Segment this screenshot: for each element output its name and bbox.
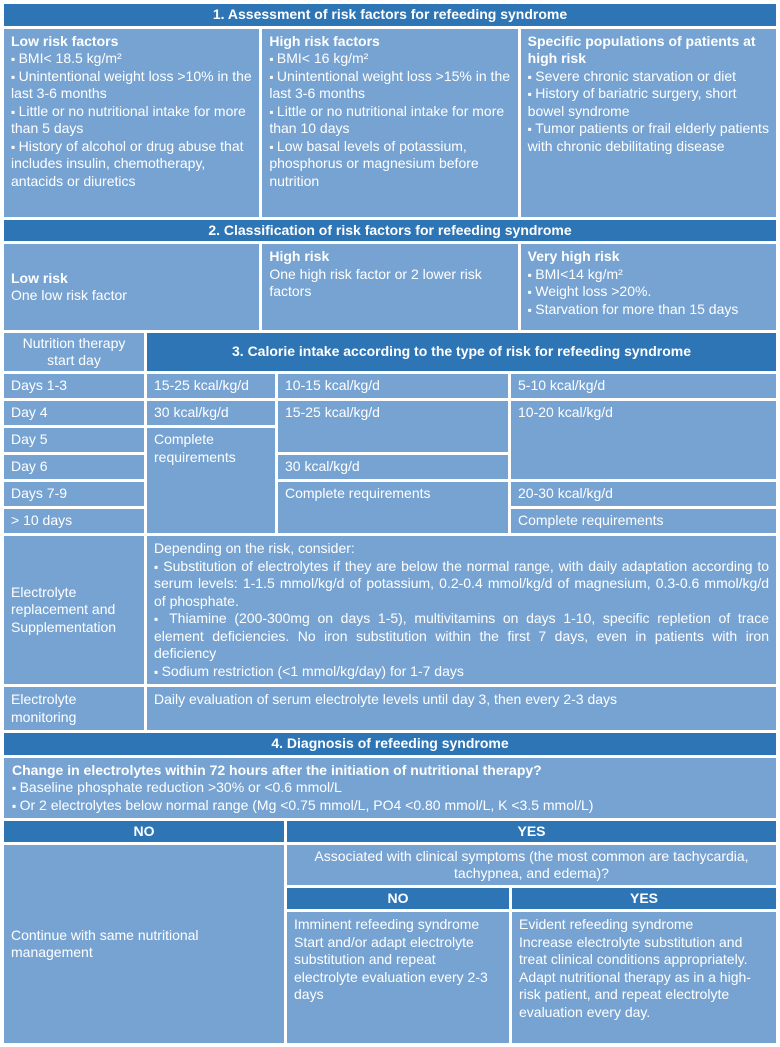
high-risk-class-column xyxy=(262,244,517,330)
class-criterion: ▪ BMI<14 kg/m² xyxy=(528,266,769,284)
section-1-risk-factors xyxy=(4,29,776,217)
calorie-cell-very-high-risk: 10-20 kcal/kg/d xyxy=(511,401,776,479)
replacement-item: ▪ Sodium restriction (<1 mmol/kg/day) for 1-7 days xyxy=(154,663,769,681)
risk-factor-item: ▪ BMI< 16 kg/m² xyxy=(269,50,510,68)
risk-factor-item: ▪ Severe chronic starvation or diet xyxy=(528,68,769,86)
risk-factor-item: ▪ History of alcohol or drug abuse that includes insulin, chemotherapy, antacids or diuretics xyxy=(11,138,252,191)
risk-factor-item: ▪ Tumor patients or frail elderly patients with chronic debilitating disease xyxy=(528,120,769,155)
nutrition-start-day-header: Nutrition therapy start day xyxy=(4,333,144,371)
inner-no-header: NO xyxy=(287,888,509,909)
class-definition: One high risk factor or 2 lower risk factors xyxy=(269,265,482,299)
low-risk-class-column xyxy=(4,244,259,330)
risk-factor-item: ▪ History of bariatric surgery, short bowel syndrome xyxy=(528,85,769,120)
day-row-label: > 10 days xyxy=(4,509,144,533)
inner-yes-header: YES xyxy=(512,888,776,909)
risk-factor-item: ▪ BMI< 18.5 kg/m² xyxy=(11,50,252,68)
risk-factor-item: ▪ Little or no nutritional intake for more than 10 days xyxy=(269,103,510,138)
calorie-cell-high-risk: 30 kcal/kg/d xyxy=(278,455,508,479)
section-3-title: 3. Calorie intake according to the type of risk for refeeding syndrome xyxy=(147,333,776,371)
section-3-calorie-table xyxy=(4,333,776,730)
column-heading: High risk xyxy=(269,248,330,264)
high-risk-factors-column xyxy=(262,29,517,217)
column-heading: Low risk xyxy=(11,269,68,286)
electrolyte-change-question-cell xyxy=(4,758,776,819)
calorie-cell-very-high-risk: Complete requirements xyxy=(511,509,776,533)
risk-factor-item: ▪ Unintentional weight loss >15% in the last 3-6 months xyxy=(269,68,510,103)
section-2-title: 2. Classification of risk factors for refeeding syndrome xyxy=(4,220,776,242)
replacement-intro: Depending on the risk, consider: xyxy=(154,540,355,556)
outer-no-header: NO xyxy=(4,821,284,842)
class-criterion: ▪ Weight loss >20%. xyxy=(528,283,769,301)
section-1-title: 1. Assessment of risk factors for refeeding syndrome xyxy=(4,4,776,26)
electrolyte-monitoring-content: Daily evaluation of serum electrolyte levels until day 3, then every 2-3 days xyxy=(147,687,776,730)
section-4-title: 4. Diagnosis of refeeding syndrome xyxy=(4,733,776,755)
column-heading: High risk factors xyxy=(269,32,380,49)
risk-factor-item: ▪ Little or no nutritional intake for more than 5 days xyxy=(11,103,252,138)
outcome-title: Imminent refeeding syndrome xyxy=(294,916,480,932)
diagnosis-criterion: ▪ Baseline phosphate reduction >30% or <0.6 mmol/L xyxy=(12,779,768,797)
day-row-label: Days 1-3 xyxy=(4,374,144,398)
column-heading: Low risk factors xyxy=(11,32,119,49)
electrolyte-replacement-label: Electrolyte replacement and Supplementation xyxy=(4,536,144,684)
very-high-risk-class-column xyxy=(521,244,776,330)
clinical-symptoms-question: Associated with clinical symptoms (the most common are tachycardia, tachypnea, and edema)? xyxy=(287,845,776,885)
outcome-text: Increase electrolyte substitution and treat clinical conditions appropriately. Adapt nutritional therapy as in a high-risk patient, and repeat electrolyte evaluation every day. xyxy=(519,933,751,1020)
calorie-cell-high-risk: Complete requirements xyxy=(278,482,508,533)
calorie-cell-high-risk: 10-15 kcal/kg/d xyxy=(278,374,508,398)
outcome-title: Evident refeeding syndrome xyxy=(519,916,694,932)
risk-factor-item: ▪ Unintentional weight loss >10% in the last 3-6 months xyxy=(11,68,252,103)
day-row-label: Day 5 xyxy=(4,428,144,452)
specific-populations-column xyxy=(521,29,776,217)
column-heading: Specific populations of patients at high risk xyxy=(527,32,756,66)
calorie-cell-low-risk: Complete requirements xyxy=(147,428,275,533)
risk-factor-item: ▪ Low basal levels of potassium, phosphorus or magnesium before nutrition xyxy=(269,138,510,191)
replacement-item: ▪ Thiamine (200-300mg on days 1-5), multivitamins on days 1-10, specific repletion of trace element deficiencies. No iron substitution within the first 7 days, even in patients with iron deficiency xyxy=(154,610,769,663)
column-heading: Very high risk xyxy=(527,248,620,264)
section-2-classification xyxy=(4,244,776,330)
calorie-cell-low-risk: 30 kcal/kg/d xyxy=(147,401,275,425)
outcome-text: Start and/or adapt electrolyte substitution and repeat electrolyte evaluation every 2-3 days xyxy=(294,933,488,1002)
diagnosis-criterion: ▪ Or 2 electrolytes below normal range (Mg <0.75 mmol/L, PO4 <0.80 mmol/L, K <3.5 mmol/L) xyxy=(12,797,768,815)
electrolyte-monitoring-label: Electrolyte monitoring xyxy=(4,687,144,730)
calorie-cell-very-high-risk: 20-30 kcal/kg/d xyxy=(511,482,776,506)
class-definition: One low risk factor xyxy=(11,287,127,303)
low-risk-factors-column xyxy=(4,29,259,217)
replacement-item: ▪ Substitution of electrolytes if they are below the normal range, with daily adaptation according to serum levels: 1-1.5 mmol/kg/d of potassium, 0.2-0.4 mmol/kg/d of magnesium, 0.3-0.6 mmol/kg/d of phosphate. xyxy=(154,558,769,611)
continue-management-cell: Continue with same nutritional management xyxy=(4,845,284,1043)
calorie-cell-low-risk: 15-25 kcal/kg/d xyxy=(147,374,275,398)
evident-refeeding-cell xyxy=(512,912,776,1043)
day-row-label: Day 6 xyxy=(4,455,144,479)
electrolyte-replacement-content xyxy=(147,536,776,684)
day-row-label: Days 7-9 xyxy=(4,482,144,506)
diagnosis-question: Change in electrolytes within 72 hours after the initiation of nutritional therapy? xyxy=(12,761,542,778)
calorie-cell-high-risk: 15-25 kcal/kg/d xyxy=(278,401,508,452)
imminent-refeeding-cell xyxy=(287,912,509,1043)
day-row-label: Day 4 xyxy=(4,401,144,425)
calorie-cell-very-high-risk: 5-10 kcal/kg/d xyxy=(511,374,776,398)
outer-yes-header: YES xyxy=(287,821,776,842)
class-criterion: ▪ Starvation for more than 15 days xyxy=(528,301,769,319)
diagnosis-decision-tree xyxy=(4,821,776,1043)
